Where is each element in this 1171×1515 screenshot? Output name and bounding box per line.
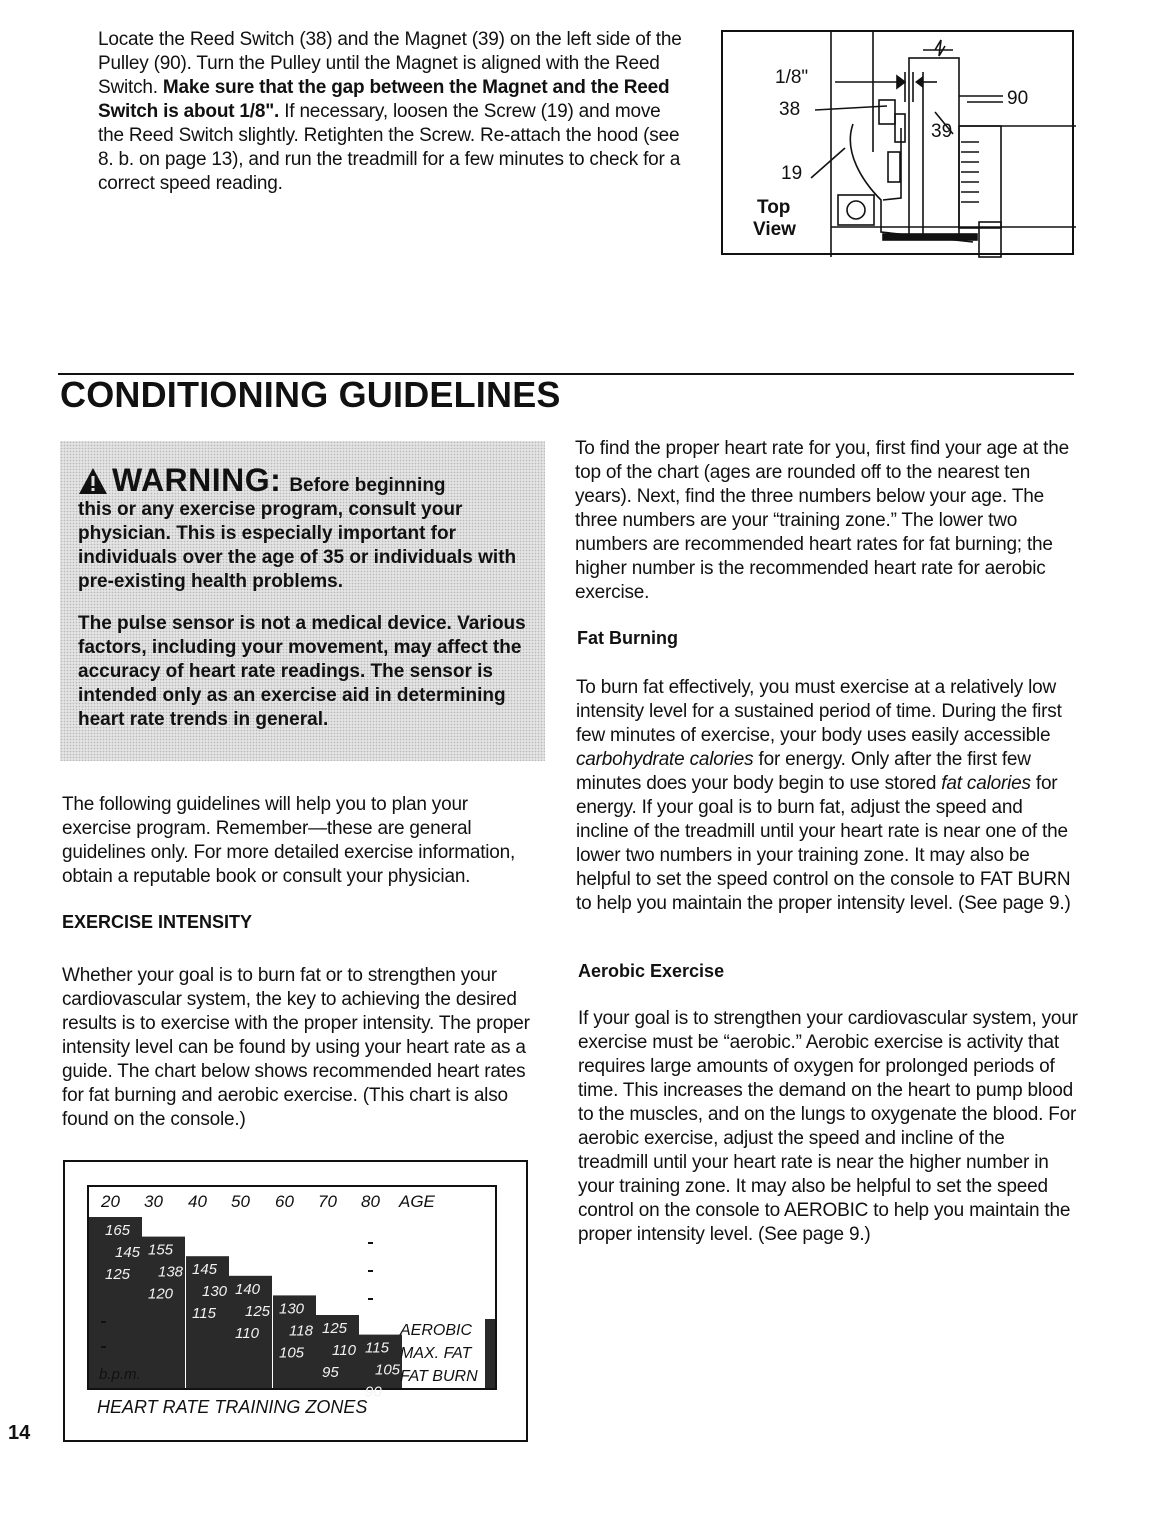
aerobic-exercise-heading: Aerobic Exercise	[578, 961, 725, 981]
hr-value-aerobic-60: 130	[279, 1300, 305, 1318]
warning-triangle-icon	[78, 467, 108, 502]
hr-value-fat_burn-40: 115	[192, 1305, 216, 1323]
legend-fat-burn: FAT BURN	[400, 1368, 478, 1385]
heart-rate-chart-svg	[89, 1187, 495, 1401]
warning-lead: Before beginning	[289, 475, 446, 496]
guidelines-paragraph: The following guidelines will help you to plan your exercise program. Remember—these are general guidelines only. For more detailed exercise information, obtain a reputable book or consult your physician.	[62, 794, 516, 887]
pulley-callout: 90	[1007, 88, 1029, 109]
age-label-30: 30	[144, 1192, 163, 1211]
intro-bold-note: Make sure that the gap between the Magnet and the Reed Switch is about 1/8".	[98, 77, 670, 122]
age-label-20: 20	[101, 1192, 120, 1211]
hr-value-fat_burn-70: 95	[322, 1364, 339, 1381]
hr-value-max_fat-30: 138	[158, 1263, 184, 1281]
chart-caption: HEART RATE TRAINING ZONES	[97, 1397, 368, 1417]
hr-value-max_fat-20: 145	[115, 1244, 141, 1261]
page-number: 14	[8, 1422, 31, 1444]
age-label-80: 80	[361, 1192, 380, 1211]
hr-value-max_fat-50: 125	[245, 1302, 271, 1320]
intro-paragraph	[98, 28, 688, 196]
hr-value-fat_burn-60: 105	[279, 1344, 305, 1362]
legend-bar	[485, 1319, 495, 1388]
age-label-70: 70	[318, 1192, 337, 1211]
age-label-60: 60	[275, 1192, 294, 1211]
intro-text-2: If necessary, loosen the Screw (19) and move the Reed Switch slightly. Retighten the Screw. Re-attach the hood (see 8. b. on page 13), and run the treadmill for a few minutes to check for a correct speed reading.	[98, 101, 681, 194]
zone-column-20	[89, 1217, 142, 1388]
top-view-label-line2: View	[753, 219, 796, 240]
reed-switch-diagram	[721, 30, 1074, 255]
hr-value-max_fat-80: 105	[375, 1361, 401, 1379]
hr-value-fat_burn-80: 90	[365, 1383, 382, 1401]
fat-text-2: for energy. Only after the first few minutes does your body begin to use stored	[576, 749, 1031, 794]
hr-value-aerobic-80: 115	[365, 1339, 389, 1357]
hr-value-fat_burn-20: 125	[105, 1266, 131, 1283]
age-label-50: 50	[231, 1192, 250, 1211]
reed-switch-callout: 38	[779, 99, 801, 120]
exercise-intensity-heading: EXERCISE INTENSITY	[62, 912, 253, 932]
zone-column-30	[142, 1237, 185, 1388]
age-axis-label: AGE	[399, 1192, 435, 1211]
hr-value-max_fat-40: 130	[202, 1283, 228, 1301]
legend-max-fat: MAX. FAT	[400, 1345, 472, 1362]
heart-rate-chart	[87, 1185, 497, 1401]
exercise-intensity-paragraph: Whether your goal is to burn fat or to strengthen your cardiovascular system, the key to achieving the desired results is to exercise with the proper intensity. The proper intensity level can be found by using your heart rate as a guide. The chart below shows recommended heart rates for fat burning and aerobic exercise. (This chart is also found on the console.)	[62, 965, 530, 1130]
fat-burning-heading: Fat Burning	[577, 628, 678, 648]
warning-word: WARNING:	[112, 462, 282, 498]
aerobic-exercise-paragraph: If your goal is to strengthen your cardiovascular system, your exercise must be “aerobic.” Aerobic exercise is activity that requires large amounts of oxygen for prolonged periods of time. This increases the demand on the heart to pump blood to the muscles, and on the lungs to oxygenate the blood. For aerobic exercise, adjust the speed and incline of the treadmill until your heart rate is near the higher number in your training zone. It may also be helpful to set the speed control on the console to AEROBIC to help you maintain the proper intensity level. (See page 9.)	[578, 1008, 1078, 1245]
legend-aerobic: AEROBIC	[400, 1322, 473, 1339]
gap-label: 1/8"	[775, 67, 809, 88]
fat-burning-paragraph	[576, 676, 1076, 916]
hr-value-aerobic-20: 165	[105, 1222, 131, 1239]
hr-value-aerobic-70: 125	[322, 1320, 348, 1337]
hr-value-aerobic-30: 155	[148, 1241, 174, 1259]
fat-text-1: To burn fat effectively, you must exercise at a relatively low intensity level for a sustained period of time. During the first few minutes of exercise, your body uses easily accessible	[576, 677, 1062, 746]
age-label-40: 40	[188, 1192, 207, 1211]
hr-value-fat_burn-50: 110	[235, 1324, 259, 1342]
section-title: CONDITIONING GUIDELINES	[60, 374, 561, 415]
top-view-label-line1: Top	[757, 197, 791, 218]
warning-paragraph-2: The pulse sensor is not a medical device. Various factors, including your movement, may affect the accuracy of heart rate readings. The sensor is intended only as an exercise aid in determining heart rate trends in general.	[78, 613, 526, 730]
bpm-unit-label: b.p.m.	[99, 1366, 141, 1383]
warning-box	[60, 441, 545, 761]
training-zone-paragraph: To find the proper heart rate for you, first find your age at the top of the chart (ages are rounded off to the nearest ten years). Next, find the three numbers below your age. The three numbers are your “training zone.” The lower two numbers are recommended heart rates for fat burning; the higher number is the recommended heart rate for aerobic exercise.	[575, 438, 1069, 603]
magnet-callout: 39	[931, 121, 953, 142]
hr-value-aerobic-40: 145	[192, 1261, 218, 1279]
hr-value-max_fat-60: 118	[289, 1322, 313, 1340]
hr-value-aerobic-50: 140	[235, 1280, 261, 1298]
fat-italic-2: fat calories	[941, 773, 1031, 794]
intro-text-1: Locate the Reed Switch (38) and the Magnet (39) on the left side of the Pulley (90). Turn the Pulley until the Magnet is aligned with the Reed Switch.	[98, 29, 682, 98]
fat-italic-1: carbohydrate calories	[576, 749, 754, 770]
fat-text-3: for energy. If your goal is to burn fat, adjust the speed and incline of the treadmill until your heart rate is near one of the lower two numbers in your training zone. It may also be helpful to set the speed control on the console to FAT BURN to help you maintain the proper intensity level. (See page 9.)	[576, 773, 1071, 914]
screw-callout: 19	[781, 163, 803, 184]
warning-paragraph-1: this or any exercise program, consult your physician. This is especially important for individuals over the age of 35 or individuals with pre-existing health problems.	[78, 499, 517, 592]
hr-value-fat_burn-30: 120	[148, 1285, 174, 1303]
warning-heading	[78, 463, 527, 498]
hr-value-max_fat-70: 110	[332, 1342, 356, 1359]
